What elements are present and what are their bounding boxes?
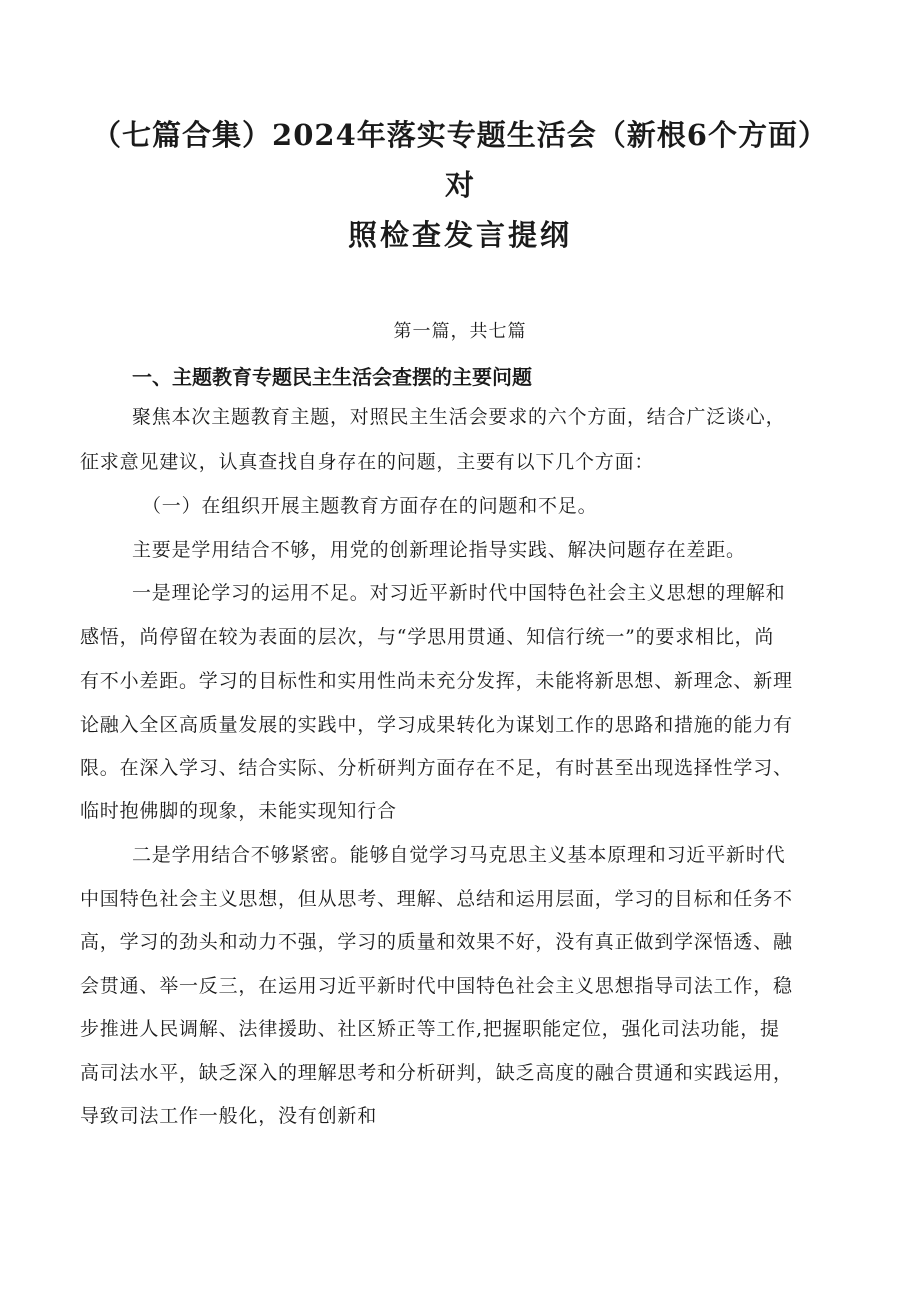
body-line: 高，学习的劲头和动力不强，学习的质量和效果不好，没有真正做到学深悟透、融 xyxy=(80,931,793,953)
body-line: 限。在深入学习、结合实际、分析研判方面存在不足，有时甚至出现选择性学习、 xyxy=(80,757,793,779)
body-line: 主要是学用结合不够，用党的创新理论指导实践、解决问题存在差距。 xyxy=(132,539,746,561)
body-line: 有不小差距。学习的目标性和实用性尚未充分发挥，未能将新思想、新理念、新理 xyxy=(80,670,793,692)
body-line: 征求意见建议，认真查找自身存在的问题，主要有以下几个方面： xyxy=(80,451,655,473)
body-line: 二是学用结合不够紧密。能够自觉学习马克思主义基本原理和习近平新时代 xyxy=(132,844,786,866)
section-heading: 一、主题教育专题民主生活会查摆的主要问题 xyxy=(132,365,532,389)
document-title-line-1: （七篇合集）2024年落实专题生活会（新根6个方面） xyxy=(92,118,828,152)
document-title-line-2: 对 xyxy=(444,168,475,202)
body-line: 一是理论学习的运用不足。对习近平新时代中国特色社会主义思想的理解和 xyxy=(132,582,786,604)
body-line: 感悟，尚停留在较为表面的层次，与“学思用贯通、知信行统一”的要求相比，尚 xyxy=(80,626,775,648)
document-title-line-3: 照检查发言提纲 xyxy=(347,218,572,252)
body-line: 临时抱佛脚的现象，未能实现知行合 xyxy=(80,800,397,822)
part-label: 第一篇，共七篇 xyxy=(393,321,527,342)
body-line: 步推进人民调解、法律援助、社区矫正等工作,把握职能定位，强化司法功能，提 xyxy=(80,1018,780,1040)
body-line: 聚焦本次主题教育主题，对照民主生活会要求的六个方面，结合广泛谈心， xyxy=(132,406,786,428)
body-line: 会贯通、举一反三，在运用习近平新时代中国特色社会主义思想指导司法工作，稳 xyxy=(80,975,793,997)
body-line: （一）在组织开展主题教育方面存在的问题和不足。 xyxy=(142,495,598,517)
body-line: 中国特色社会主义思想，但从思考、理解、总结和运用层面，学习的目标和任务不 xyxy=(80,888,793,910)
body-line: 导致司法工作一般化，没有创新和 xyxy=(80,1105,378,1127)
body-line: 论融入全区高质量发展的实践中，学习成果转化为谋划工作的思路和措施的能力有 xyxy=(80,714,793,736)
body-line: 高司法水平，缺乏深入的理解思考和分析研判，缺乏高度的融合贯通和实践运用， xyxy=(80,1062,793,1084)
